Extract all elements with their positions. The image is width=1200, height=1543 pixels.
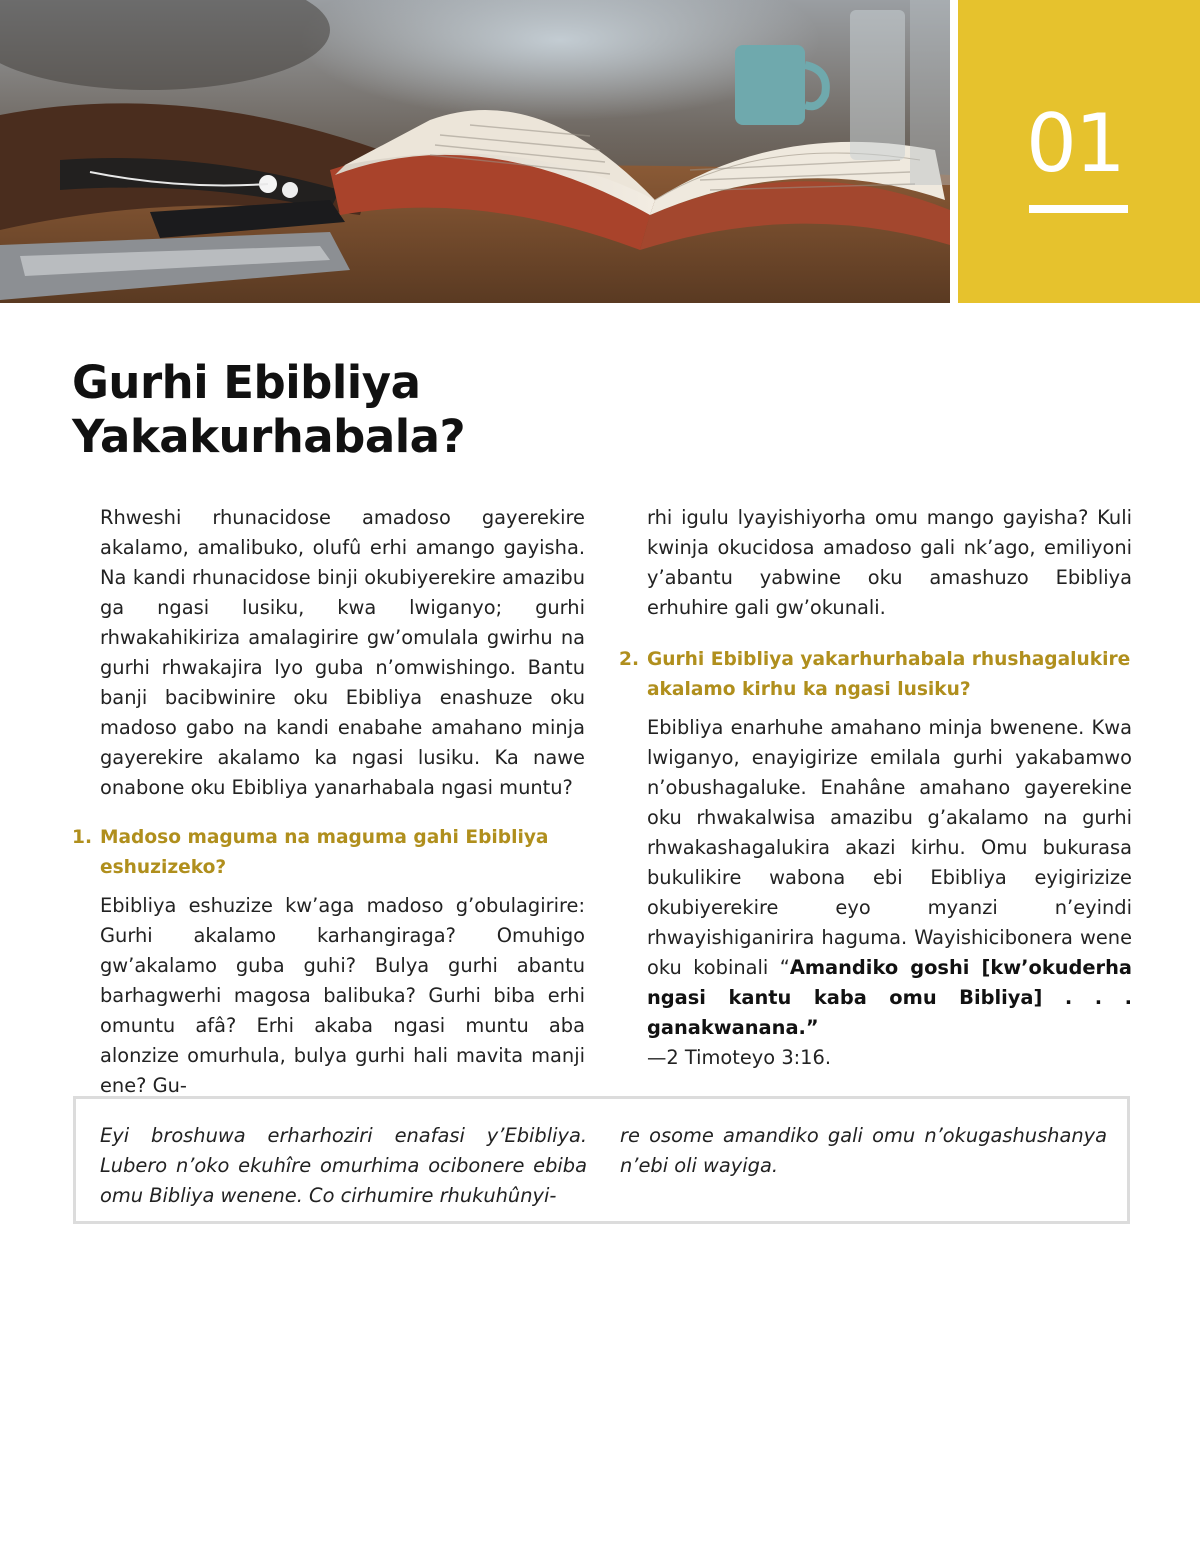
right-column	[619, 503, 1133, 1073]
scripture-reference: —2 Timoteyo 3:16.	[647, 1046, 832, 1069]
hero-photo	[0, 0, 950, 303]
question-2-answer	[647, 713, 1132, 1073]
scripture-quote: Amandiko goshi [kw’okuderha ngasi kantu kaba omu Bibliya] . . . ganakwanana.”	[647, 956, 1133, 1039]
question-2-text: Gurhi Ebibliya yakarhurhabala rhushagalukire akalamo kirhu ka ngasi lusiku?	[647, 649, 1131, 700]
question-2-number: 2.	[619, 649, 640, 670]
question-2	[619, 645, 1132, 705]
question-2-answer-text: Ebibliya enarhuhe amahano minja bwenene. Kwa lwiganyo, enayigirize emilala gurhi yakabamwo n’obushagaluke. Enahâne amahano gayerekine oku rhwakalwisa amazibu g’akalamo na gurhi rhwakashagalukira akazi kirhu. Omu bukurasa bukulikire wabona ebi Ebibliya eyigirizize okubiyerekire eyo myanzi n’eyindi rhwayishiganirira haguma. Wayishicibonera wene oku kobinali “	[647, 716, 1132, 979]
open-book-illustration	[0, 0, 950, 303]
lesson-badge	[958, 0, 1200, 303]
page-title	[72, 356, 465, 464]
note-box	[73, 1096, 1130, 1224]
question-1-text: Madoso maguma na maguma gahi Ebibliya eshuzizeko?	[100, 827, 549, 878]
question-1-answer-part2: rhi igulu lyayishiyorha omu mango gayisha? Kuli kwinja okucidosa amadoso gali nk’ago, emiliyoni y’abantu yabwine oku amashuzo Ebibliya erhuhire gali gw’okunali.	[647, 506, 1132, 619]
question-1-answer-part1: Ebibliya eshuzize kw’aga madoso g’obulagirire: Gurhi akalamo karhangiraga? Omuhigo gw’akalamo guba guhi? Bulya gurhi abantu barhagwerhi magosa balibuka? Gurhi biba erhi omuntu afâ? Erhi akaba ngasi muntu aba alonzize omurhula, bulya gurhi hali mavita manji ene? Gu-	[100, 894, 585, 1097]
question-1	[72, 823, 585, 883]
note-text-left: Eyi broshuwa erharhoziri enafasi y’Ebibliya. Lubero n’oko ekuhîre omurhima ocibonere ebiba omu Bibliya wenene. Co cirhumire rhukuhûnyi-	[100, 1124, 587, 1207]
note-text-right: re osome amandiko gali omu n’okugashushanya n’ebi oli wayiga.	[620, 1124, 1107, 1177]
question-1-number: 1.	[72, 827, 93, 848]
page-title-line2: Yakakurhabala?	[72, 410, 466, 463]
page-title-line1: Gurhi Ebibliya	[72, 356, 421, 409]
intro-paragraph: Rhweshi rhunacidose amadoso gayerekire akalamo, amalibuko, olufû erhi amango gayisha. Na kandi rhunacidose binji okubiyerekire amazibu ga ngasi lusiku, kwa lwiganyo; gurhi rhwakahikiriza amalagirire gw’omulala gwirhu na gurhi rhwakajira lyo guba n’omwishingo. Bantu banji bacibwinire oku Ebibliya enashuze oku madoso gabo na kandi enabahe amahano minja gayerekire akalamo ka ngasi lusiku. Ka nawe onabone oku Ebibliya yanarhabala ngasi muntu?	[100, 506, 585, 799]
lesson-number: 01	[1026, 97, 1124, 190]
left-column	[72, 503, 585, 1101]
lesson-number-underline	[1029, 205, 1128, 213]
